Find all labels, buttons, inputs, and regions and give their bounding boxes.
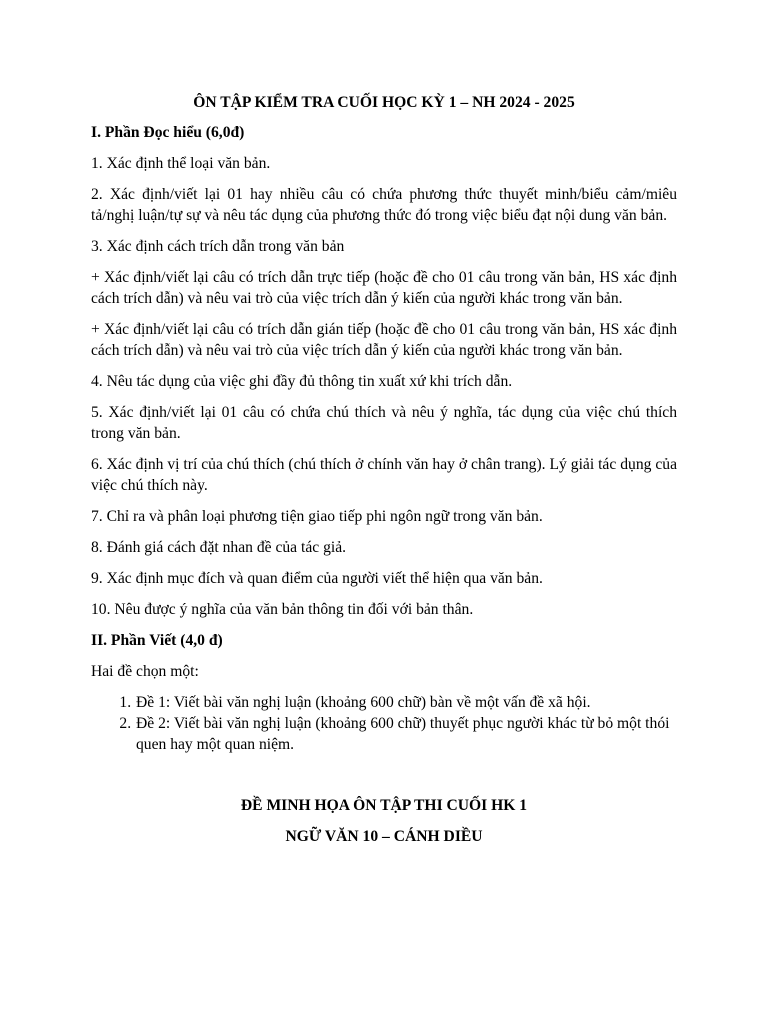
section-heading-reading: I. Phần Đọc hiểu (6,0đ)	[91, 124, 245, 141]
reading-item-2: 2. Xác định/viết lại 01 hay nhiều câu có chứa phương thức thuyết minh/biểu cảm/miêu tả/nghị luận/tự sự và nêu tác dụng của phương thức đó trong việc biểu đạt nội dung văn bản.	[91, 186, 677, 224]
reading-item-4: 4. Nêu tác dụng của việc ghi đầy đủ thông tin xuất xứ khi trích dẫn.	[91, 373, 513, 390]
reading-item-6: 6. Xác định vị trí của chú thích (chú thích ở chính văn hay ở chân trang). Lý giải tác dụng của việc chú thích này.	[91, 456, 677, 494]
sample-exam-subtitle: NGỮ VĂN 10 – CÁNH DIỀU	[285, 828, 483, 845]
reading-item-3-direct-quote: + Xác định/viết lại câu có trích dẫn trực tiếp (hoặc đề cho 01 câu trong văn bản, HS xác định cách trích dẫn) và nêu vai trò của việc trích dẫn ý kiến của người khác trong văn bản.	[91, 269, 677, 307]
writing-choice-1: 1. Đề 1: Viết bài văn nghị luận (khoảng 600 chữ) bàn về một vấn đề xã hội.	[135, 692, 677, 713]
choose-instruction: Hai đề chọn một:	[91, 663, 199, 680]
reading-item-10: 10. Nêu được ý nghĩa của văn bản thông tin đối với bản thân.	[91, 601, 474, 618]
document-page	[91, 92, 677, 847]
document-title: ÔN TẬP KIỂM TRA CUỐI HỌC KỲ 1 – NH 2024 - 2025	[193, 94, 575, 111]
reading-item-8: 8. Đánh giá cách đặt nhan đề của tác giả.	[91, 539, 347, 556]
section-heading-writing: II. Phần Viết (4,0 đ)	[91, 632, 223, 649]
reading-item-3: 3. Xác định cách trích dẫn trong văn bản	[91, 238, 345, 255]
writing-choice-2: 2. Đề 2: Viết bài văn nghị luận (khoảng 600 chữ) thuyết phục người khác từ bỏ một thói quen hay một quan niệm.	[135, 713, 677, 755]
reading-item-9: 9. Xác định mục đích và quan điểm của người viết thể hiện qua văn bản.	[91, 570, 543, 587]
reading-item-7: 7. Chỉ ra và phân loại phương tiện giao tiếp phi ngôn ngữ trong văn bản.	[91, 508, 543, 525]
sample-exam-title: ĐỀ MINH HỌA ÔN TẬP THI CUỐI HK 1	[240, 797, 528, 814]
reading-item-5: 5. Xác định/viết lại 01 câu có chứa chú thích và nêu ý nghĩa, tác dụng của việc chú thích trong văn bản.	[91, 404, 677, 442]
reading-item-3-indirect-quote: + Xác định/viết lại câu có trích dẫn gián tiếp (hoặc đề cho 01 câu trong văn bản, HS xác định cách trích dẫn) và nêu vai trò của việc trích dẫn ý kiến của người khác trong văn bản.	[91, 321, 677, 359]
reading-item-1: 1. Xác định thể loại văn bản.	[91, 155, 271, 172]
writing-choices-list	[91, 692, 677, 755]
